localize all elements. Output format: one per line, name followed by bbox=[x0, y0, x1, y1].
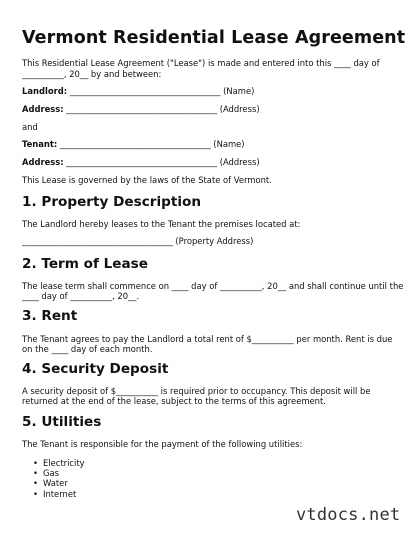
list-item: • Internet bbox=[22, 489, 85, 499]
property-text: The Landlord hereby leases to the Tenant the premises located at: bbox=[22, 219, 301, 229]
utilities-list bbox=[22, 458, 85, 499]
tenant-address-field: ____________________________________ (Address) bbox=[66, 157, 260, 167]
landlord-label: Landlord: bbox=[22, 86, 68, 96]
list-item: • Electricity bbox=[22, 458, 85, 468]
brand-watermark: vtdocs.net bbox=[296, 505, 401, 525]
section-heading-deposit: 4. Security Deposit bbox=[22, 361, 169, 377]
landlord-address-label: Address: bbox=[22, 104, 64, 114]
landlord-address-row bbox=[22, 104, 260, 114]
tenant-name-field: ____________________________________ (Name) bbox=[59, 139, 245, 149]
rent-line-1: The Tenant agrees to pay the Landlord a total rent of $__________ per month. Rent is due bbox=[22, 334, 393, 344]
tenant-name-row bbox=[22, 139, 245, 149]
rent-line-2: on the ____ day of each month. bbox=[22, 344, 153, 354]
tenant-label: Tenant: bbox=[22, 139, 58, 149]
list-item: • Gas bbox=[22, 468, 85, 478]
landlord-address-field: ____________________________________ (Address) bbox=[66, 104, 260, 114]
deposit-line-2: returned at the end of the lease, subject to the terms of this agreement. bbox=[22, 396, 326, 406]
landlord-name-row bbox=[22, 86, 254, 96]
intro-line-2: __________, 20__ by and between: bbox=[22, 69, 162, 79]
term-line-1: The lease term shall commence on ____ day of __________, 20__ and shall continue until the bbox=[22, 281, 404, 291]
term-line-2: ____ day of __________, 20__. bbox=[22, 291, 140, 301]
landlord-name-field: ____________________________________ (Name) bbox=[69, 86, 255, 96]
intro-line-1: This Residential Lease Agreement ("Lease") is made and entered into this ____ day of bbox=[22, 58, 380, 68]
section-heading-rent: 3. Rent bbox=[22, 308, 78, 324]
list-item: • Water bbox=[22, 478, 85, 488]
tenant-address-row bbox=[22, 157, 260, 167]
and-text: and bbox=[22, 122, 38, 132]
governing-law-text: This Lease is governed by the laws of the State of Vermont. bbox=[22, 175, 272, 185]
property-address-field: ____________________________________ (Property Address) bbox=[22, 236, 254, 246]
section-heading-term: 2. Term of Lease bbox=[22, 256, 148, 272]
tenant-address-label: Address: bbox=[22, 157, 64, 167]
utilities-text: The Tenant is responsible for the payment of the following utilities: bbox=[22, 439, 303, 449]
section-heading-property: 1. Property Description bbox=[22, 194, 202, 210]
deposit-line-1: A security deposit of $__________ is required prior to occupancy. This deposit will be bbox=[22, 386, 371, 396]
section-heading-utilities: 5. Utilities bbox=[22, 414, 102, 430]
document-title: Vermont Residential Lease Agreement bbox=[22, 28, 406, 48]
